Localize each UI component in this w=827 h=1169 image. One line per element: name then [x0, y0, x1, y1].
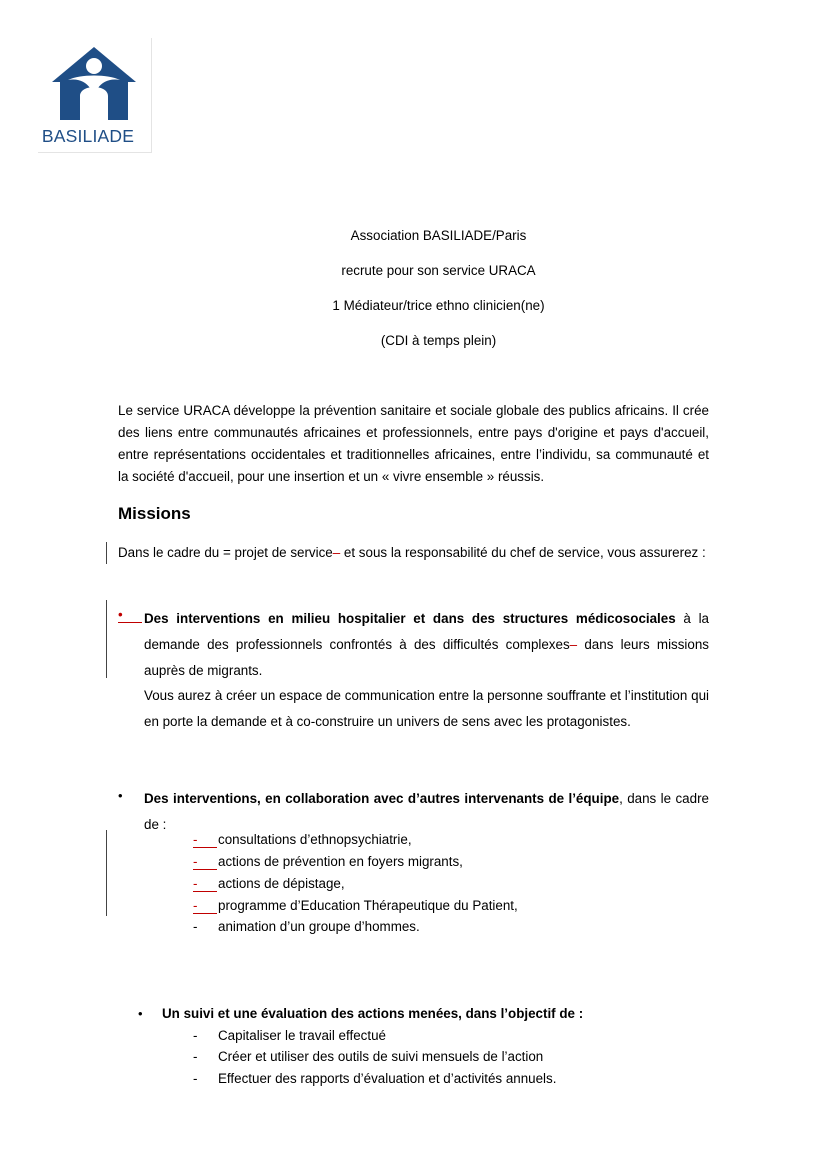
intro-paragraph: Le service URACA développe la prévention sanitaire et sociale globale des publics africains. Il crée des liens entre communautés africaines et professionnels, entre pays d'origine et pays d'accueil, entre représentations occidentales et traditionnelles africaines, entre l’individu, sa communauté et la société d'accueil, pour une insertion et un « vivre ensemble » réussis.	[118, 403, 709, 484]
logo-text: BASILIADE	[41, 126, 135, 146]
bullet-marker: •	[138, 1006, 143, 1021]
list-dash: -	[193, 919, 198, 934]
revision-bar	[106, 542, 107, 564]
list-item-text: animation d’un groupe d’hommes.	[218, 919, 420, 934]
bullet-marker: •	[118, 607, 142, 623]
revision-bar	[106, 600, 107, 678]
missions-lead-b: et sous la responsabilité du chef de service, vous assurerez :	[340, 545, 706, 560]
list-dash: -	[193, 1028, 198, 1043]
revision-bar	[106, 830, 107, 916]
bullet-2	[144, 786, 709, 838]
header-position: 1 Médiateur/trice ethno clinicien(ne)	[332, 298, 545, 313]
list-item-text: Effectuer des rapports d’évaluation et d’activités annuels.	[218, 1071, 557, 1086]
header-association: Association BASILIADE/Paris	[350, 228, 527, 243]
list-dash: -	[193, 1071, 198, 1086]
bullet-2-rest: , dans le cadre de :	[144, 791, 709, 832]
list-item-text: Capitaliser le travail effectué	[218, 1028, 386, 1043]
list-dash: -	[193, 898, 217, 914]
list-item-text: consultations d’ethnopsychiatrie,	[218, 832, 412, 847]
missions-heading: Missions	[118, 504, 191, 523]
list-item-text: actions de prévention en foyers migrants,	[218, 854, 463, 869]
list-item-text: actions de dépistage,	[218, 876, 345, 891]
bullet-1-title: Des interventions en milieu hospitalier et dans des structures médicosociales	[144, 611, 676, 626]
list-item-text: Créer et utiliser des outils de suivi mensuels de l’action	[218, 1049, 544, 1064]
deletion-mark: –	[569, 637, 578, 652]
bullet-1	[144, 606, 709, 684]
list-item-text: programme d’Education Thérapeutique du Patient,	[218, 898, 518, 913]
bullet-1-rest-a: à la demande des professionnels confrontés à des difficultés complexes	[144, 611, 709, 652]
list-dash: -	[193, 832, 217, 848]
missions-lead-a: Dans le cadre du = projet de service	[118, 545, 333, 560]
bullet-2-title: Des interventions, en collaboration avec d’autres intervenants de l’équipe	[144, 791, 620, 806]
list-dash: -	[193, 876, 217, 892]
header-recruits: recrute pour son service URACA	[341, 263, 536, 278]
list-dash: -	[193, 854, 217, 870]
bullet-marker: •	[118, 788, 123, 803]
list-dash: -	[193, 1049, 198, 1064]
header-contract: (CDI à temps plein)	[380, 333, 497, 348]
missions-lead	[118, 542, 709, 564]
bullet-1-paragraph: Vous aurez à créer un espace de communication entre la personne souffrante et l’institution qui en porte la demande et à co-construire un univers de sens avec les protagonistes.	[144, 688, 709, 729]
deletion-mark: –	[332, 545, 341, 560]
bullet-3-title: Un suivi et une évaluation des actions menées, dans l’objectif de :	[162, 1006, 584, 1021]
basiliade-logo-icon	[50, 44, 138, 124]
bullet-1-rest-b: dans leurs missions auprès de migrants.	[144, 637, 709, 678]
